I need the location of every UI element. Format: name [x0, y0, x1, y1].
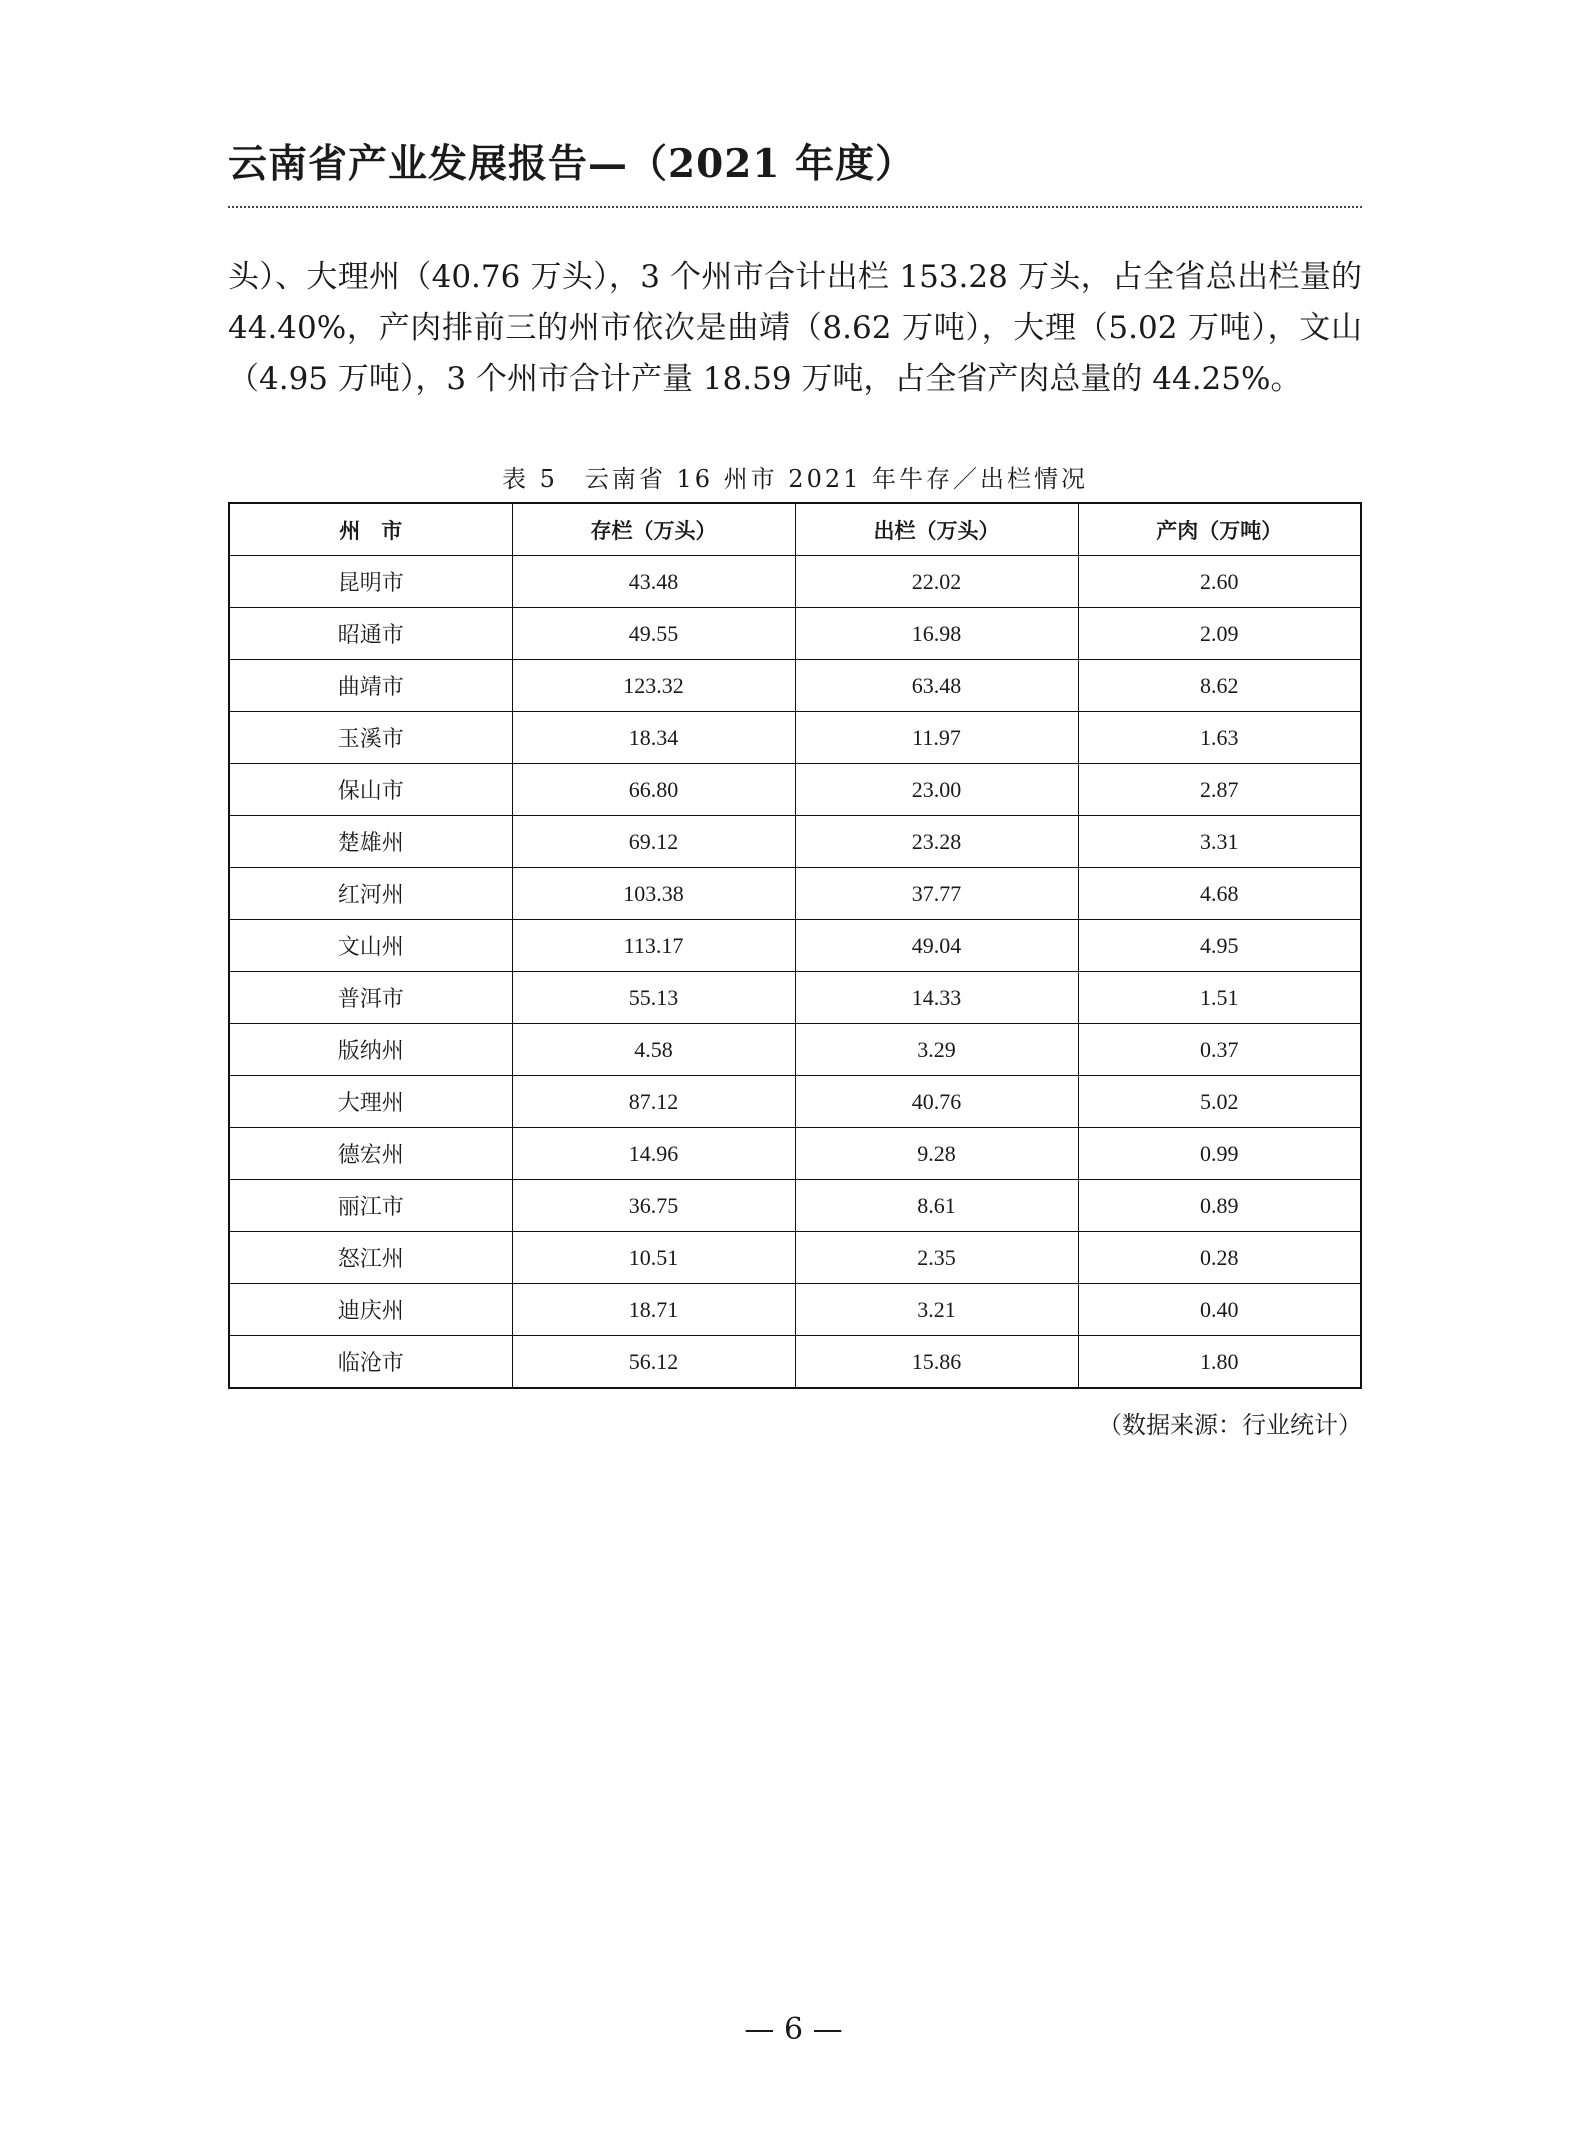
cell-slaughter: 14.33 — [795, 972, 1078, 1024]
cell-stock: 56.12 — [512, 1336, 795, 1389]
cell-stock: 18.71 — [512, 1284, 795, 1336]
cell-meat: 5.02 — [1078, 1076, 1361, 1128]
data-source-note: （数据来源：行业统计） — [1098, 1411, 1362, 1439]
cell-slaughter: 11.97 — [795, 712, 1078, 764]
cell-slaughter: 23.00 — [795, 764, 1078, 816]
cell-slaughter: 23.28 — [795, 816, 1078, 868]
cell-slaughter: 2.35 — [795, 1232, 1078, 1284]
cell-slaughter: 3.29 — [795, 1024, 1078, 1076]
cell-stock: 4.58 — [512, 1024, 795, 1076]
cell-slaughter: 49.04 — [795, 920, 1078, 972]
cell-region: 大理州 — [229, 1076, 512, 1128]
cell-stock: 55.13 — [512, 972, 795, 1024]
report-title: 云南省产业发展报告—（2021 年度） — [228, 141, 916, 187]
cell-slaughter: 63.48 — [795, 660, 1078, 712]
cell-region: 红河州 — [229, 868, 512, 920]
cell-region: 玉溪市 — [229, 712, 512, 764]
cell-meat: 1.51 — [1078, 972, 1361, 1024]
cell-region: 昆明市 — [229, 556, 512, 608]
cell-meat: 8.62 — [1078, 660, 1361, 712]
cell-stock: 49.55 — [512, 608, 795, 660]
cell-region: 版纳州 — [229, 1024, 512, 1076]
table-row — [229, 1284, 1361, 1336]
table-row — [229, 556, 1361, 608]
cell-stock: 66.80 — [512, 764, 795, 816]
cell-meat: 4.68 — [1078, 868, 1361, 920]
cell-region: 迪庆州 — [229, 1284, 512, 1336]
cell-meat: 0.37 — [1078, 1024, 1361, 1076]
cell-region: 昭通市 — [229, 608, 512, 660]
cell-meat: 0.89 — [1078, 1180, 1361, 1232]
table-row — [229, 1128, 1361, 1180]
column-header-region: 州 市 — [229, 503, 512, 556]
cell-slaughter: 16.98 — [795, 608, 1078, 660]
cell-region: 普洱市 — [229, 972, 512, 1024]
cell-stock: 10.51 — [512, 1232, 795, 1284]
cell-stock: 18.34 — [512, 712, 795, 764]
table-row — [229, 972, 1361, 1024]
cell-region: 保山市 — [229, 764, 512, 816]
cell-stock: 87.12 — [512, 1076, 795, 1128]
table-header-row — [229, 503, 1361, 556]
cell-region: 德宏州 — [229, 1128, 512, 1180]
cell-meat: 1.80 — [1078, 1336, 1361, 1389]
page-number: — 6 — — [744, 2012, 843, 2047]
table-row — [229, 608, 1361, 660]
cell-slaughter: 37.77 — [795, 868, 1078, 920]
cell-stock: 14.96 — [512, 1128, 795, 1180]
cell-slaughter: 8.61 — [795, 1180, 1078, 1232]
cell-meat: 0.28 — [1078, 1232, 1361, 1284]
cell-region: 楚雄州 — [229, 816, 512, 868]
table-row — [229, 660, 1361, 712]
cell-meat: 2.60 — [1078, 556, 1361, 608]
cell-region: 怒江州 — [229, 1232, 512, 1284]
table-body — [229, 556, 1361, 1389]
table-row — [229, 1024, 1361, 1076]
cell-meat: 3.31 — [1078, 816, 1361, 868]
table-row — [229, 816, 1361, 868]
cell-stock: 103.38 — [512, 868, 795, 920]
column-header-slaughter: 出栏（万头） — [795, 503, 1078, 556]
cell-stock: 43.48 — [512, 556, 795, 608]
table-row — [229, 1076, 1361, 1128]
cell-region: 曲靖市 — [229, 660, 512, 712]
cell-region: 文山州 — [229, 920, 512, 972]
cell-meat: 2.09 — [1078, 608, 1361, 660]
cell-slaughter: 3.21 — [795, 1284, 1078, 1336]
header-divider — [228, 206, 1362, 208]
table-row — [229, 1336, 1361, 1389]
cell-stock: 113.17 — [512, 920, 795, 972]
cell-stock: 36.75 — [512, 1180, 795, 1232]
cattle-stats-table — [228, 502, 1362, 1389]
cell-stock: 69.12 — [512, 816, 795, 868]
column-header-meat: 产肉（万吨） — [1078, 503, 1361, 556]
cell-slaughter: 15.86 — [795, 1336, 1078, 1389]
cell-meat: 0.40 — [1078, 1284, 1361, 1336]
page-header — [228, 134, 1362, 208]
column-header-stock: 存栏（万头） — [512, 503, 795, 556]
cell-meat: 1.63 — [1078, 712, 1361, 764]
cell-stock: 123.32 — [512, 660, 795, 712]
body-paragraph: 头）、大理州（40.76 万头），3 个州市合计出栏 153.28 万头，占全省总出栏量的 44.40%，产肉排前三的州市依次是曲靖（8.62 万吨），大理（5.02 万吨），文山（4.95 万吨），3 个州市合计产量 18.59 万吨，占全省产肉总量的 44.25%。 — [228, 259, 1362, 397]
cell-region: 临沧市 — [229, 1336, 512, 1389]
table-row — [229, 1180, 1361, 1232]
table-row — [229, 764, 1361, 816]
table-row — [229, 712, 1361, 764]
cell-meat: 0.99 — [1078, 1128, 1361, 1180]
cell-slaughter: 9.28 — [795, 1128, 1078, 1180]
cell-slaughter: 40.76 — [795, 1076, 1078, 1128]
table-row — [229, 868, 1361, 920]
table-caption: 表 5 云南省 16 州市 2021 年牛存／出栏情况 — [501, 465, 1089, 493]
table-row — [229, 920, 1361, 972]
table-row — [229, 1232, 1361, 1284]
cell-slaughter: 22.02 — [795, 556, 1078, 608]
cell-region: 丽江市 — [229, 1180, 512, 1232]
cell-meat: 2.87 — [1078, 764, 1361, 816]
cell-meat: 4.95 — [1078, 920, 1361, 972]
